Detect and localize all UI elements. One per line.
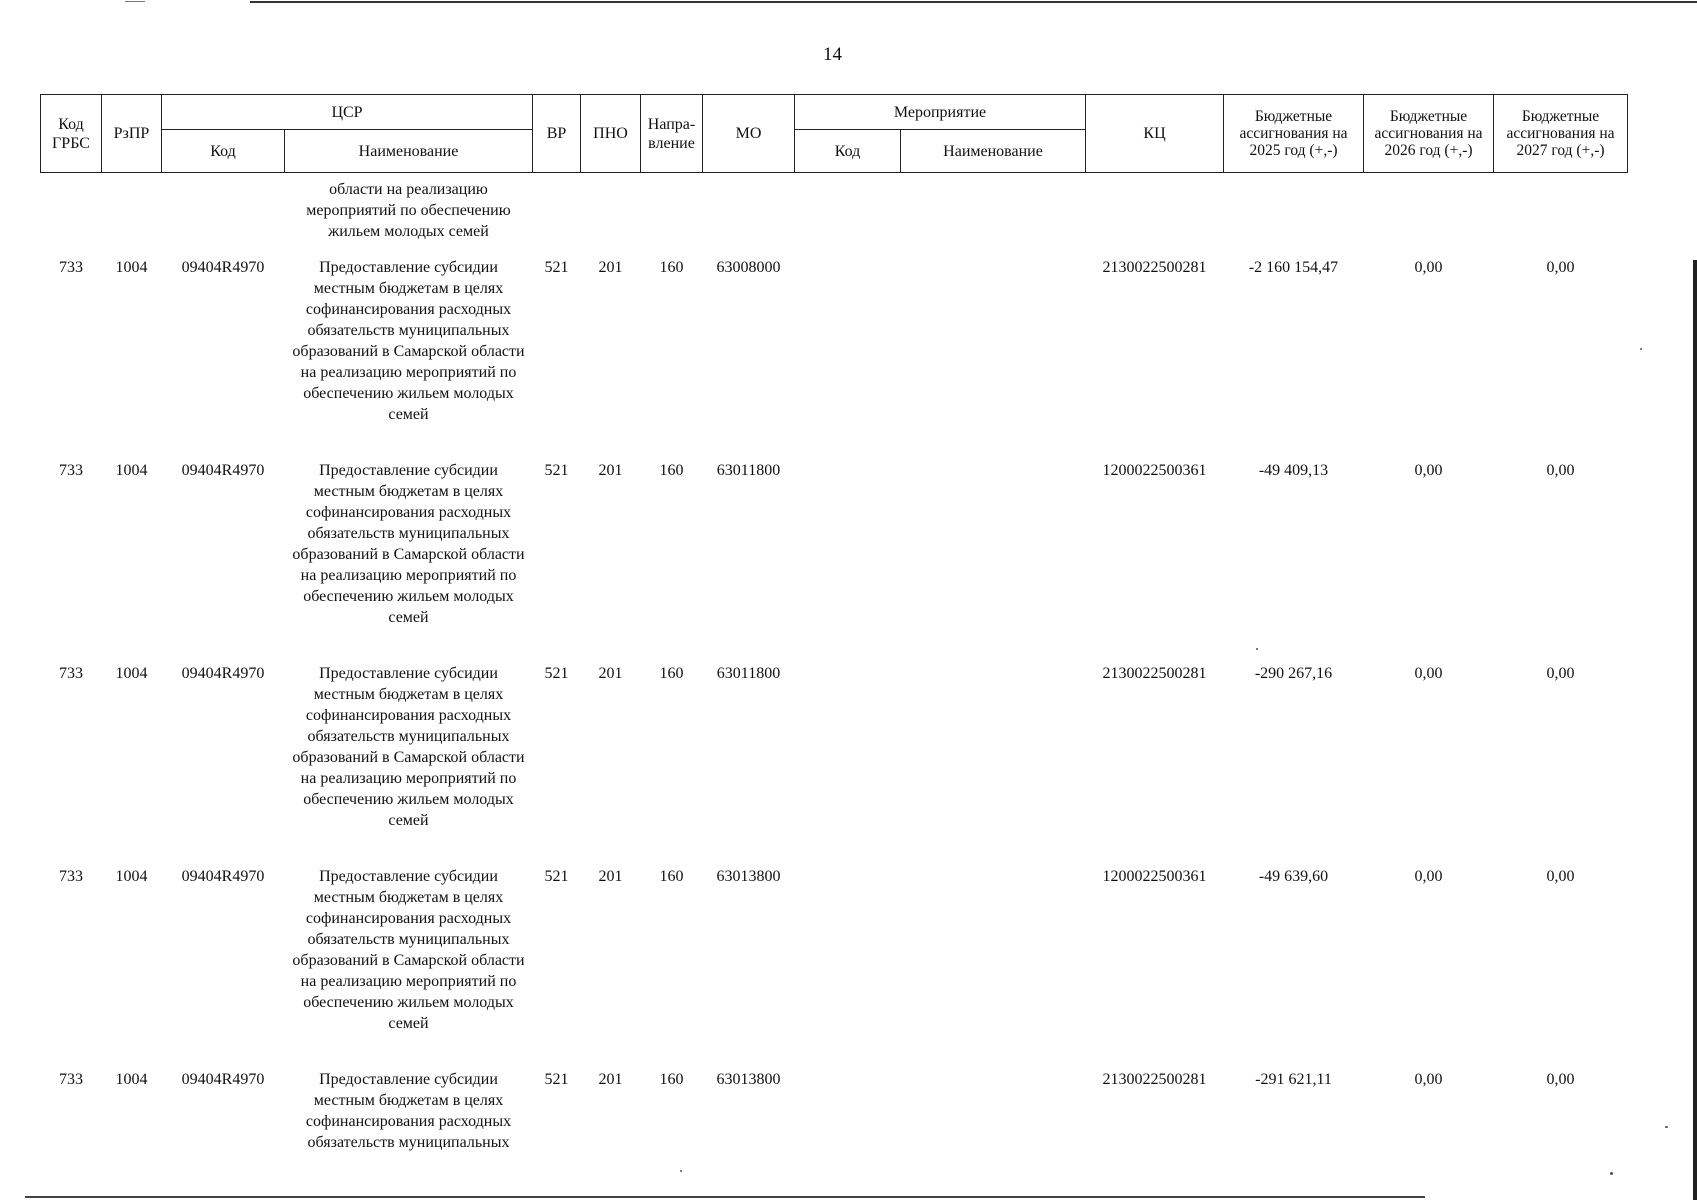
cell-grbs: 733	[59, 1071, 83, 1088]
cell-rzpr: 1004	[115, 462, 148, 479]
cell-budget-2026: 0,00	[1414, 259, 1443, 276]
cell-event-code	[795, 858, 901, 1061]
cell-event-code	[795, 1061, 901, 1164]
cell-budget-2027: 0,00	[1546, 462, 1575, 479]
cell-event-code	[795, 249, 901, 452]
table-row	[41, 249, 1628, 452]
cell-budget-2025: -49 639,60	[1258, 868, 1329, 885]
cell-direction: 160	[659, 665, 684, 682]
cell-mo: 63013800	[716, 1071, 781, 1088]
cell-direction: 160	[659, 868, 684, 885]
table-row	[41, 452, 1628, 655]
table-row	[41, 655, 1628, 858]
cell-csr-code: 09404R4970	[181, 868, 265, 885]
cell-event-name	[901, 1061, 1086, 1164]
header-csr: ЦСР	[162, 95, 533, 130]
cell-csr-name: Предоставление субсидии местным бюджетам в целях софинансирования расходных обязательств муниципальных образований в Самарской области на реализацию мероприятий по обеспечению жильем молодых семей	[292, 665, 525, 829]
cell-kc: 2130022500281	[1102, 665, 1207, 682]
header-event: Мероприятие	[795, 95, 1086, 130]
cell-budget-2027: 0,00	[1546, 1071, 1575, 1088]
cell-rzpr: 1004	[115, 259, 148, 276]
cell-kc: 1200022500361	[1102, 868, 1207, 885]
header-kc: КЦ	[1086, 95, 1224, 173]
cell-pno: 201	[598, 1071, 623, 1088]
cell-event-name	[901, 249, 1086, 452]
cell-csr-name: Предоставление субсидии местным бюджетам в целях софинансирования расходных обязательств муниципальных образований в Самарской области на реализацию мероприятий по обеспечению жильем молодых семей	[292, 868, 525, 1032]
cell-grbs: 733	[59, 259, 83, 276]
cell-vr: 521	[544, 868, 569, 885]
header-csr-code: Код	[162, 130, 285, 173]
header-vr: ВР	[533, 95, 581, 173]
cell-event-code	[795, 655, 901, 858]
header-budget-2027: Бюджетные ассигнования на 2027 год (+,-)	[1494, 95, 1628, 173]
table-row-continuation	[41, 173, 1628, 250]
page-number: 14	[823, 44, 842, 65]
cell-csr-name: Предоставление субсидии местным бюджетам в целях софинансирования расходных обязательств муниципальных образований в Самарской области на реализацию мероприятий по обеспечению жильем молодых семей	[292, 462, 525, 626]
cell-direction: 160	[659, 259, 684, 276]
cell-mo: 63011800	[716, 462, 781, 479]
header-rzpr: РзПР	[102, 95, 162, 173]
cell-budget-2025: -49 409,13	[1258, 462, 1329, 479]
header-csr-name: Наименование	[285, 130, 533, 173]
cell-budget-2027: 0,00	[1546, 665, 1575, 682]
header-event-name: Наименование	[901, 130, 1086, 173]
header-mo: МО	[703, 95, 795, 173]
cell-grbs: 733	[59, 665, 83, 682]
scan-speck	[1665, 1126, 1668, 1128]
cell-budget-2026: 0,00	[1414, 665, 1443, 682]
cell-rzpr: 1004	[115, 868, 148, 885]
header-budget-2025: Бюджетные ассигнования на 2025 год (+,-)	[1224, 95, 1364, 173]
cell-event-name	[901, 858, 1086, 1061]
scan-speck	[680, 1170, 682, 1172]
cell-budget-2026: 0,00	[1414, 462, 1443, 479]
cell-rzpr: 1004	[115, 1071, 148, 1088]
cell-mo: 63011800	[716, 665, 781, 682]
cell-event-code	[795, 452, 901, 655]
cell-pno: 201	[598, 259, 623, 276]
cell-vr: 521	[544, 259, 569, 276]
table-header	[41, 95, 1628, 173]
continuation-text: области на реализацию мероприятий по обеспечению жильем молодых семей	[306, 181, 511, 240]
cell-budget-2027: 0,00	[1546, 259, 1575, 276]
cell-csr-code: 09404R4970	[181, 665, 265, 682]
table-row	[41, 858, 1628, 1061]
cell-csr-code: 09404R4970	[181, 1071, 265, 1088]
scan-border-top	[250, 1, 1697, 3]
cell-event-name	[901, 655, 1086, 858]
table-body	[41, 173, 1628, 1165]
cell-budget-2026: 0,00	[1414, 868, 1443, 885]
cell-direction: 160	[659, 462, 684, 479]
scan-speck	[1640, 348, 1642, 350]
cell-budget-2025: -290 267,16	[1254, 665, 1333, 682]
cell-pno: 201	[598, 868, 623, 885]
header-grbs: Код ГРБС	[41, 95, 102, 173]
cell-grbs: 733	[59, 868, 83, 885]
cell-budget-2025: -2 160 154,47	[1248, 259, 1339, 276]
cell-mo: 63013800	[716, 868, 781, 885]
table-row	[41, 1061, 1628, 1164]
cell-csr-code: 09404R4970	[181, 259, 265, 276]
cell-vr: 521	[544, 1071, 569, 1088]
header-event-code: Код	[795, 130, 901, 173]
cell-budget-2026: 0,00	[1414, 1071, 1443, 1088]
cell-mo: 63008000	[716, 259, 781, 276]
cell-rzpr: 1004	[115, 665, 148, 682]
cell-grbs: 733	[59, 462, 83, 479]
scan-border-top-fragment	[125, 1, 145, 2]
scan-border-bottom	[25, 1196, 1425, 1198]
scan-speck	[1610, 1172, 1613, 1175]
cell-kc: 2130022500281	[1102, 259, 1207, 276]
header-budget-2026: Бюджетные ассигнования на 2026 год (+,-)	[1364, 95, 1494, 173]
cell-csr-code: 09404R4970	[181, 462, 265, 479]
scan-edge-right	[1693, 260, 1697, 1200]
cell-direction: 160	[659, 1071, 684, 1088]
cell-budget-2025: -291 621,11	[1255, 1071, 1332, 1088]
cell-event-name	[901, 452, 1086, 655]
cell-budget-2027: 0,00	[1546, 868, 1575, 885]
header-direction: Напра-вление	[641, 95, 703, 173]
header-pno: ПНО	[581, 95, 641, 173]
cell-vr: 521	[544, 665, 569, 682]
cell-kc: 1200022500361	[1102, 462, 1207, 479]
budget-allocation-table	[40, 94, 1628, 1164]
cell-vr: 521	[544, 462, 569, 479]
cell-pno: 201	[598, 665, 623, 682]
cell-csr-name: Предоставление субсидии местным бюджетам в целях софинансирования расходных обязательств муниципальных	[305, 1071, 512, 1151]
cell-pno: 201	[598, 462, 623, 479]
cell-kc: 2130022500281	[1102, 1071, 1207, 1088]
cell-csr-name: Предоставление субсидии местным бюджетам в целях софинансирования расходных обязательств муниципальных образований в Самарской области на реализацию мероприятий по обеспечению жильем молодых семей	[292, 259, 525, 423]
